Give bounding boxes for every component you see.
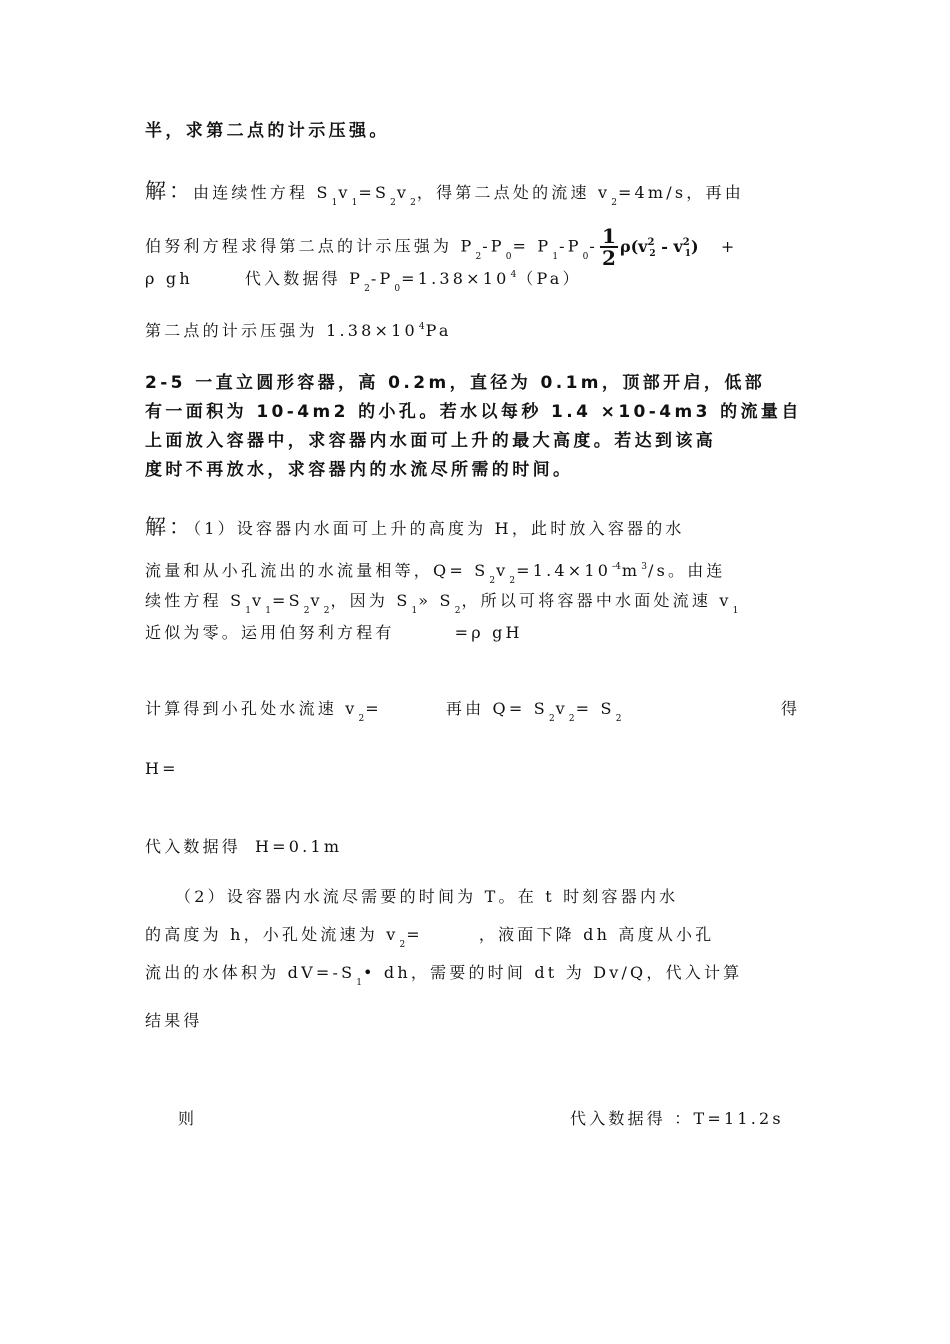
text: 半，求第二点的计示压强。 (145, 121, 390, 141)
text-line (145, 962, 742, 987)
text: （1）设容器内水面可上升的高度为 H，此时放入容器的水 (193, 519, 685, 538)
text: 第二点的计示压强为 1.38×10 (145, 321, 418, 340)
subscript: 2 (649, 248, 656, 259)
text: 由连续性方程 S (193, 183, 331, 202)
text-line (145, 698, 805, 723)
text: -P (559, 236, 582, 256)
text-line (145, 1010, 203, 1032)
subscript: 2 (611, 198, 617, 208)
text-line (175, 886, 678, 908)
text: m (621, 561, 641, 580)
text: = (406, 925, 423, 944)
text: =1.38×10 (401, 269, 510, 288)
text-line (145, 758, 179, 780)
text: =S (271, 591, 303, 610)
text: v (396, 183, 410, 202)
subscript: 2 (323, 606, 330, 616)
formula-text: ρ(v (619, 236, 648, 256)
text: 2-5 一直立圆形容器，高 0.2m，直径为 0.1m，顶部开启，低部 (145, 373, 766, 393)
subscript: 1 (684, 248, 691, 259)
superscript: 2 (647, 236, 655, 248)
text: ，所以可将容器中水面处流速 v (461, 591, 732, 610)
text: = S (575, 699, 615, 718)
text: 流出的水体积为 dV=-S (145, 963, 356, 982)
text: + (720, 236, 738, 256)
text-line (570, 1108, 784, 1130)
problem-line (145, 459, 573, 481)
superscript: -4 (612, 562, 621, 572)
formula-text: ) (691, 236, 699, 256)
text-line (145, 590, 739, 615)
superscript: 2 (682, 236, 690, 248)
text: 结果得 (145, 1011, 203, 1030)
text: v (555, 699, 568, 718)
text: v (251, 591, 265, 610)
subscript: 0 (582, 251, 589, 262)
text: Pa (425, 321, 452, 340)
text: » S (418, 591, 454, 610)
fraction-denominator: 2 (602, 246, 616, 270)
text: - (589, 236, 599, 256)
problem-line (145, 372, 765, 394)
text-line (145, 120, 390, 142)
solution-line (145, 180, 744, 207)
text: 伯努利方程求得第二点的计示压强为 P (145, 236, 475, 256)
text: =1.4×10 (516, 561, 612, 580)
text: 近似为零。运用伯努利方程有 (145, 623, 395, 642)
solution-label: 解： (145, 515, 193, 539)
text: = P (512, 236, 552, 256)
subscript: 0 (394, 284, 401, 294)
text: ，得第二点处的流速 v (416, 183, 611, 202)
text: H= (145, 759, 179, 778)
subscript: 2 (303, 606, 310, 616)
subscript: 1 (265, 606, 271, 616)
text: -P (482, 236, 505, 256)
superscript: 3 (641, 562, 648, 572)
text-line (145, 268, 582, 293)
subscript: 2 (454, 606, 461, 616)
subscript: 2 (509, 576, 516, 586)
text: 代入数据得 (145, 837, 242, 856)
superscript: 4 (418, 322, 425, 332)
problem-line (145, 430, 716, 452)
text: （Pa） (517, 269, 582, 288)
subscript: 2 (475, 251, 482, 262)
text: ，因为 S (330, 591, 411, 610)
subscript: 1 (356, 978, 362, 988)
text: 续性方程 S (145, 591, 245, 610)
subscript: 1 (732, 606, 739, 616)
subscript: 0 (505, 251, 512, 262)
problem-line (145, 401, 802, 423)
subscript: 2 (399, 940, 406, 950)
text: ，液面下降 dh 高度从小孔 (478, 925, 715, 944)
text: -P (370, 269, 394, 288)
formula (619, 236, 699, 259)
text: 代入数据得 P (244, 269, 364, 288)
text: （2）设容器内水流尽需要的时间为 T。在 t 时刻容器内水 (175, 887, 679, 906)
subscript: 2 (410, 198, 416, 208)
superscript: 4 (510, 270, 517, 280)
subscript: 2 (358, 714, 365, 724)
subscript: 1 (411, 606, 418, 616)
text: 则 (178, 1109, 198, 1128)
text: 上面放入容器中，求容器内水面可上升的最大高度。若达到该高 (145, 431, 717, 451)
text: ρ gh (145, 269, 193, 288)
text: 计算得到小孔处水流速 v (145, 699, 358, 718)
text-line (145, 924, 714, 949)
text: v (310, 591, 323, 610)
text-line (145, 226, 737, 268)
text: 有一面积为 10-4m2 的小孔。若水以每秒 1.4 ×10-4m3 的流量自 (145, 402, 802, 422)
text-line (145, 560, 726, 585)
text: • dh，需要的时间 dt 为 Dv/Q，代入计算 (363, 963, 743, 982)
solution-line (145, 516, 685, 540)
text: = (365, 699, 382, 718)
text: 的高度为 h，小孔处流速为 v (145, 925, 399, 944)
text: /s。由连 (648, 561, 726, 580)
subscript: 2 (489, 576, 496, 586)
text: v (338, 183, 351, 202)
text: v (496, 561, 509, 580)
text: =S (358, 183, 390, 202)
text: =ρ gH (454, 623, 523, 642)
text-line (145, 836, 342, 858)
subscript: 2 (615, 714, 622, 724)
subscript: 2 (390, 198, 396, 208)
text: H=0.1m (255, 837, 343, 856)
text: =4m/s，再由 (617, 183, 744, 202)
subscript: 1 (351, 198, 358, 208)
text-line (178, 1108, 197, 1130)
subscript: 1 (552, 251, 559, 262)
subscript: 1 (245, 606, 251, 616)
subscript: 2 (568, 714, 575, 724)
text: 度时不再放水，求容器内的水流尽所需的时间。 (145, 460, 574, 480)
fraction (600, 226, 618, 268)
text: 代入数据得 ：T=11.2s (570, 1109, 784, 1128)
text: 再由 Q= S (445, 699, 548, 718)
subscript: 1 (331, 198, 338, 208)
subscript: 2 (364, 284, 370, 294)
text-line (145, 320, 452, 345)
subscript: 2 (548, 714, 555, 724)
solution-label: 解： (145, 179, 193, 203)
text: 得 (781, 699, 801, 718)
fraction-numerator: 1 (602, 224, 616, 248)
text-line (145, 622, 523, 644)
formula-text: - v (655, 236, 683, 256)
text: 流量和从小孔流出的水流量相等，Q= S (145, 561, 489, 580)
